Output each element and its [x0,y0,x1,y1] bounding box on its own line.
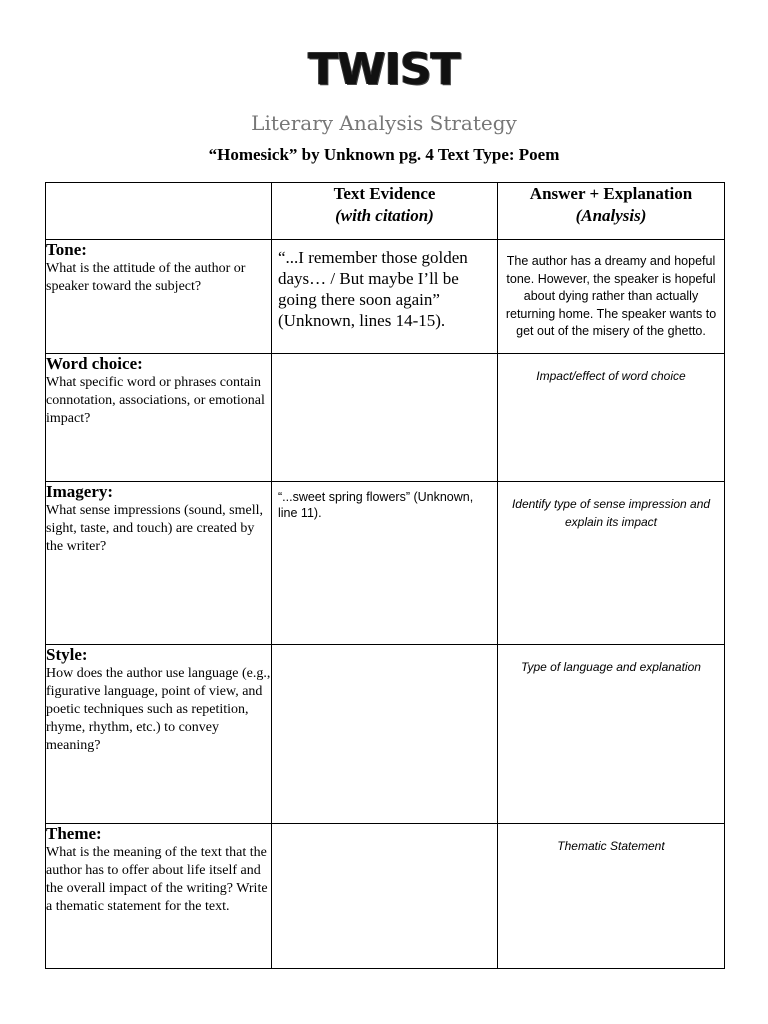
evidence-cell[interactable] [272,482,498,645]
question-cell [46,645,272,824]
row-question: What is the attitude of the author or speaker toward the subject? [46,261,246,294]
table-row-style [46,645,725,824]
row-question: What is the meaning of the text that the author has to offer about life itself and the overall impact of the writing? Write a thematic statement for the text. [46,845,268,914]
answer-cell[interactable] [498,824,725,969]
analysis-table [45,182,725,969]
row-question: What sense impressions (sound, smell, sight, taste, and touch) are created by the writer? [46,503,263,554]
evidence-cell[interactable] [272,354,498,482]
question-cell [46,824,272,969]
evidence-cell[interactable] [272,240,498,354]
row-label: Word choice: [46,354,143,373]
answer-hint: Type of language and explanation [521,660,701,674]
answer-header [498,183,725,240]
row-question: How does the author use language (e.g., figurative language, point of view, and poetic techniques such as repetition, rhyme, rhythm, etc.) to convey meaning? [46,666,271,753]
row-label: Imagery: [46,482,114,501]
question-cell [46,354,272,482]
evidence-text [272,354,497,361]
evidence-text [272,645,497,652]
answer-hint: Identify type of sense impression and explain its impact [511,497,711,529]
evidence-header-note: (with citation) [335,206,434,225]
answer-cell[interactable] [498,354,725,482]
table-row-word-choice [46,354,725,482]
question-cell [46,482,272,645]
evidence-text: “...I remember those golden days… / But maybe I’ll be going there soon again” (Unknown, lines 14-15). [278,248,468,330]
answer-text: The author has a dreamy and hopeful tone. However, the speaker is hopeful about dying rather than actually returning home. The speaker wants to get out of the misery of the ghetto. [505,254,717,338]
answer-header-title: Answer + Explanation [529,184,693,203]
table-row-theme [46,824,725,969]
row-label: Tone: [46,240,87,259]
answer-header-note: (Analysis) [575,206,647,225]
empty-header-cell [46,183,272,240]
answer-hint: Thematic Statement [557,839,665,853]
row-label: Style: [46,645,88,664]
table-row-imagery [46,482,725,645]
evidence-cell[interactable] [272,824,498,969]
evidence-header-title: Text Evidence [333,184,436,203]
row-label: Theme: [46,824,102,843]
page-title: TWIST [308,44,460,95]
page-subtitle: Literary Analysis Strategy [251,111,517,135]
answer-cell[interactable] [498,645,725,824]
header-row [46,183,725,240]
evidence-header [272,183,498,240]
evidence-text [272,824,497,831]
evidence-text: “...sweet spring flowers” (Unknown, line 11). [278,490,474,520]
assignment-line: “Homesick” by Unknown pg. 4 Text Type: Poem [208,145,560,164]
evidence-cell[interactable] [272,645,498,824]
question-cell [46,240,272,354]
answer-hint: Impact/effect of word choice [536,369,686,383]
table-row-tone [46,240,725,354]
answer-cell[interactable] [498,482,725,645]
row-question: What specific word or phrases contain connotation, associations, or emotional impact? [46,375,265,426]
answer-cell[interactable] [498,240,725,354]
